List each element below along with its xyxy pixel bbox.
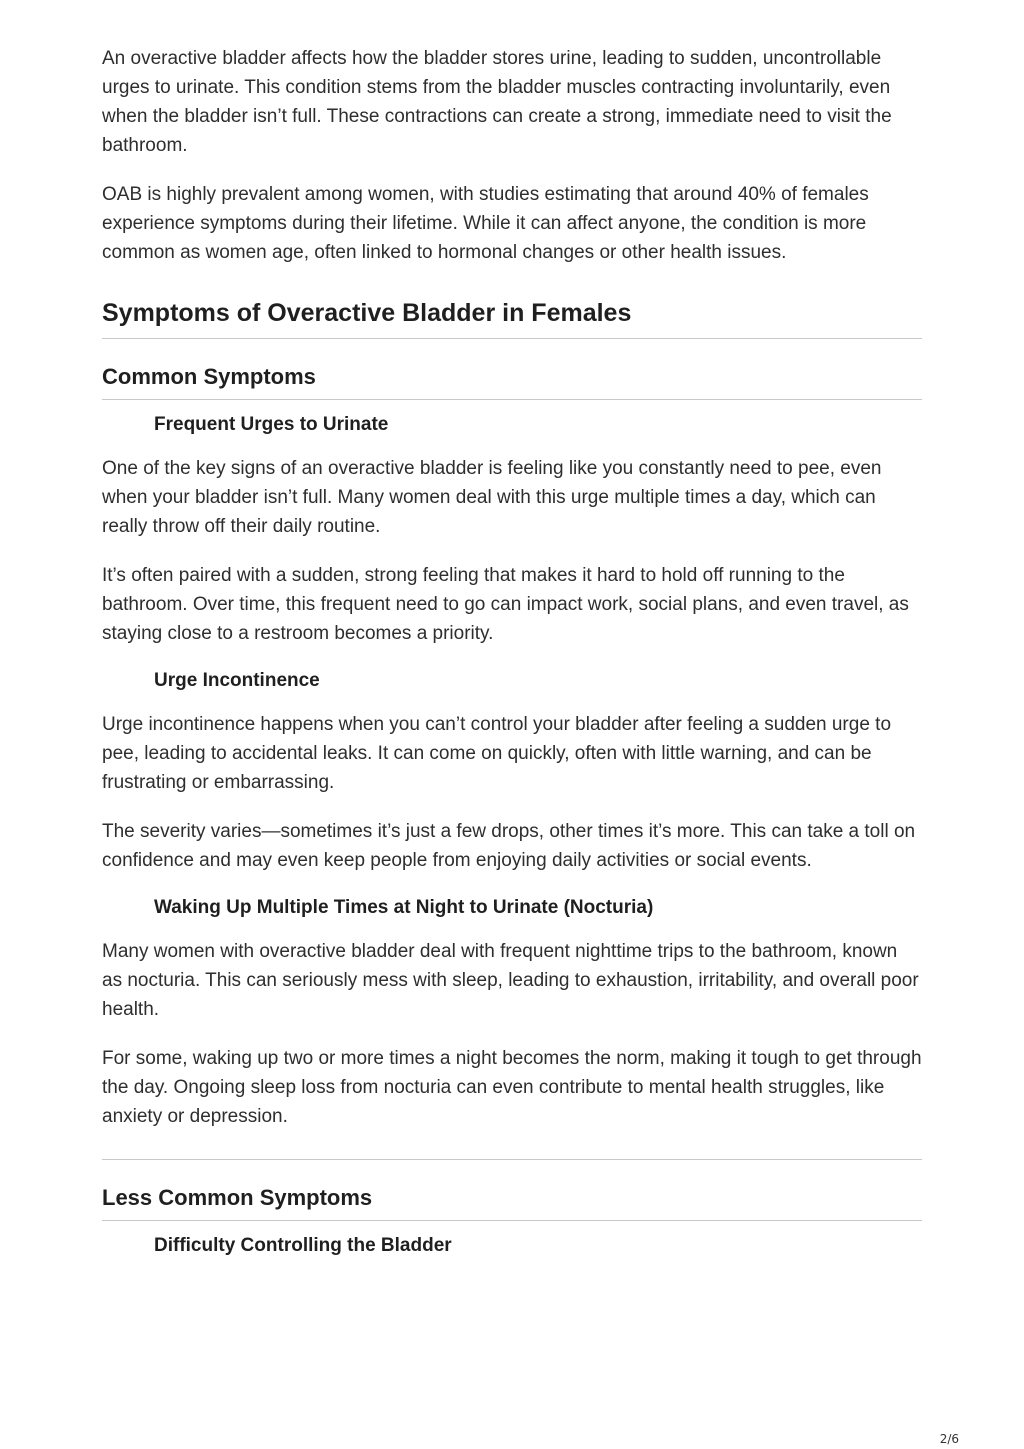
common-symptoms-heading: Common Symptoms: [102, 363, 922, 400]
symptom-paragraph: It’s often paired with a sudden, strong feeling that makes it hard to hold off running to the bathroom. Over time, this frequent need to go can impact work, social plans, and even travel, as staying close to a restroom becomes a priority.: [102, 565, 909, 644]
symptom-heading-difficulty-controlling: Difficulty Controlling the Bladder: [154, 1235, 452, 1256]
document-page: [102, 44, 922, 1275]
page-number: 2/6: [939, 1432, 959, 1446]
symptom-paragraph: One of the key signs of an overactive bladder is feeling like you constantly need to pee, even when your bladder isn’t full. Many women deal with this urge multiple times a day, which can really throw off their daily routine.: [102, 458, 882, 537]
symptom-heading-frequent-urges: Frequent Urges to Urinate: [154, 414, 389, 435]
intro-paragraph: OAB is highly prevalent among women, with studies estimating that around 40% of females experience symptoms during their lifetime. While it can affect anyone, the condition is more common as women age, often linked to hormonal changes or other health issues.: [102, 184, 869, 263]
symptom-paragraph: The severity varies—sometimes it’s just a few drops, other times it’s more. This can take a toll on confidence and may even keep people from enjoying daily activities or social events.: [102, 821, 916, 871]
section-divider: [102, 1159, 922, 1160]
section-title: Symptoms of Overactive Bladder in Females: [102, 297, 922, 339]
symptom-heading-urge-incontinence: Urge Incontinence: [154, 670, 320, 691]
intro-paragraph: An overactive bladder affects how the bladder stores urine, leading to sudden, uncontrollable urges to urinate. This condition stems from the bladder muscles contracting involuntarily, even when the bladder isn’t full. These contractions can create a strong, immediate need to visit the bathroom.: [102, 48, 892, 156]
less-common-symptoms-heading: Less Common Symptoms: [102, 1184, 922, 1221]
symptom-paragraph: Many women with overactive bladder deal with frequent nighttime trips to the bathroom, known as nocturia. This can seriously mess with sleep, leading to exhaustion, irritability, and overall poor health.: [102, 941, 919, 1020]
symptom-heading-nocturia: Waking Up Multiple Times at Night to Urinate (Nocturia): [154, 897, 654, 918]
symptom-paragraph: For some, waking up two or more times a night becomes the norm, making it tough to get through the day. Ongoing sleep loss from nocturia can even contribute to mental health struggles, like anxiety or depression.: [102, 1048, 922, 1127]
symptom-paragraph: Urge incontinence happens when you can’t control your bladder after feeling a sudden urge to pee, leading to accidental leaks. It can come on quickly, often with little warning, and can be frustrating or embarrassing.: [102, 714, 892, 793]
